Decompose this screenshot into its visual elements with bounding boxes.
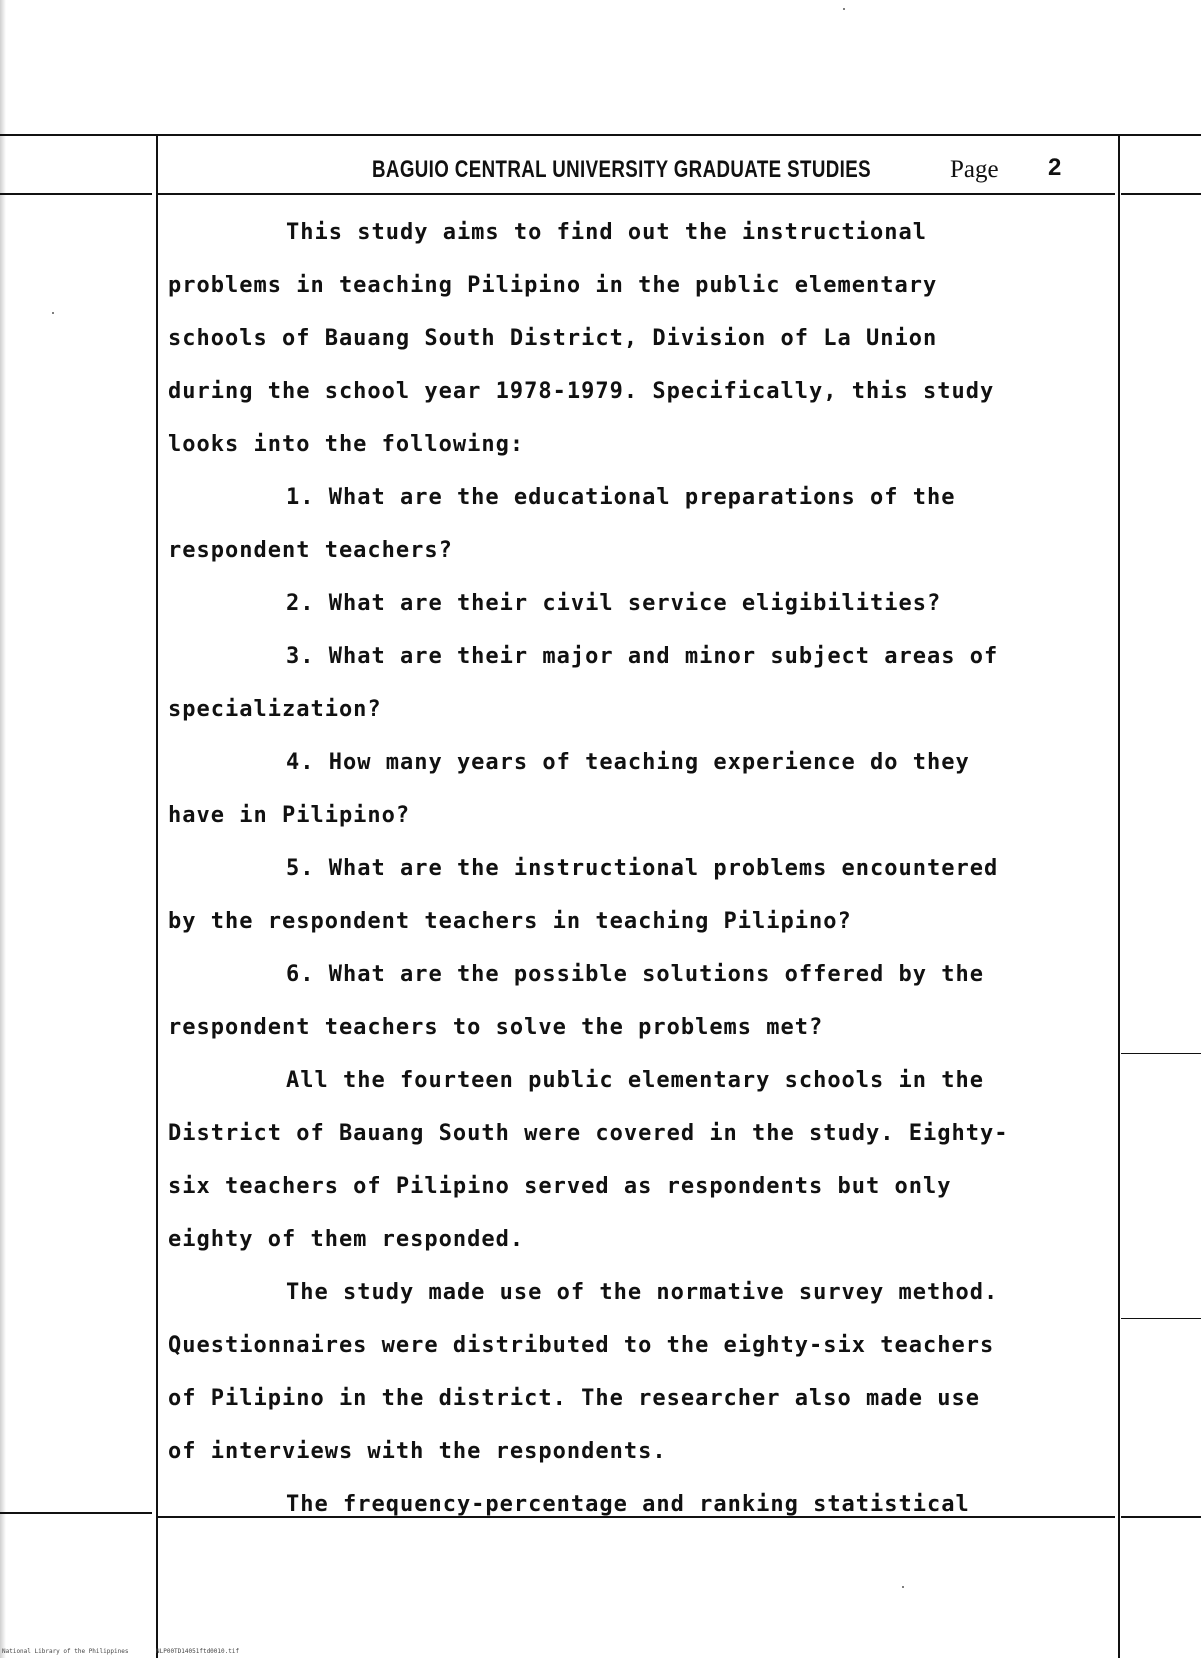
page-header (372, 150, 1062, 190)
scan-speck (902, 1586, 904, 1588)
bottom-rule-right (1121, 1516, 1201, 1518)
text-line: schools of Bauang South District, Division of La Union (168, 326, 938, 351)
text-line: 3. What are their major and minor subject areas of (286, 644, 999, 669)
scan-speck (843, 8, 845, 10)
page-label: Page (950, 156, 999, 183)
text-line: 1. What are the educational preparations of the (286, 485, 956, 510)
text-line: have in Pilipino? (168, 803, 411, 828)
bottom-rule-left (0, 1512, 152, 1514)
text-line: respondent teachers? (168, 538, 453, 563)
text-line: respondent teachers to solve the problems met? (168, 1015, 824, 1040)
text-line: of Pilipino in the district. The researcher also made use (168, 1386, 980, 1411)
scan-speck (52, 312, 54, 314)
left-margin-rule (156, 134, 158, 1658)
header-rule-left (0, 193, 152, 195)
margin-mark-right-1 (1121, 1053, 1201, 1054)
header-rule-right (1121, 193, 1201, 195)
header-title: BAGUIO CENTRAL UNIVERSITY GRADUATE STUDIES (372, 156, 871, 183)
body-text (168, 206, 1118, 1531)
text-line: six teachers of Pilipino served as respondents but only (168, 1174, 952, 1199)
text-line: The study made use of the normative survey method. (286, 1280, 999, 1305)
footer-file-name: NLP00TD14051ftd0010.tif (156, 1648, 240, 1655)
text-line: All the fourteen public elementary schools in the (286, 1068, 985, 1093)
top-rule (0, 134, 1201, 136)
footer-library-credit: National Library of the Philippines (2, 1648, 129, 1655)
text-line: 6. What are the possible solutions offered by the (286, 962, 985, 987)
page-number: 2 (1048, 154, 1062, 181)
text-line: of interviews with the respondents. (168, 1439, 667, 1464)
text-line: 4. How many years of teaching experience do they (286, 750, 970, 775)
text-line: 2. What are their civil service eligibilities? (286, 591, 942, 616)
text-line: eighty of them responded. (168, 1227, 525, 1252)
text-line: The frequency-percentage and ranking statistical (286, 1492, 970, 1517)
text-line: by the respondent teachers in teaching Pilipino? (168, 909, 852, 934)
text-line: District of Bauang South were covered in the study. Eighty- (168, 1121, 1009, 1146)
text-line: during the school year 1978-1979. Specifically, this study (168, 379, 995, 404)
header-rule-main (157, 193, 1115, 195)
text-line: 5. What are the instructional problems encountered (286, 856, 999, 881)
text-line: This study aims to find out the instructional (286, 220, 928, 245)
margin-mark-right-2 (1121, 1318, 1201, 1319)
right-margin-rule (1118, 134, 1120, 1658)
text-line: specialization? (168, 697, 382, 722)
text-line: looks into the following: (168, 432, 525, 457)
text-line: problems in teaching Pilipino in the public elementary (168, 273, 938, 298)
text-line: Questionnaires were distributed to the eighty-six teachers (168, 1333, 995, 1358)
scan-shadow (0, 0, 6, 1658)
